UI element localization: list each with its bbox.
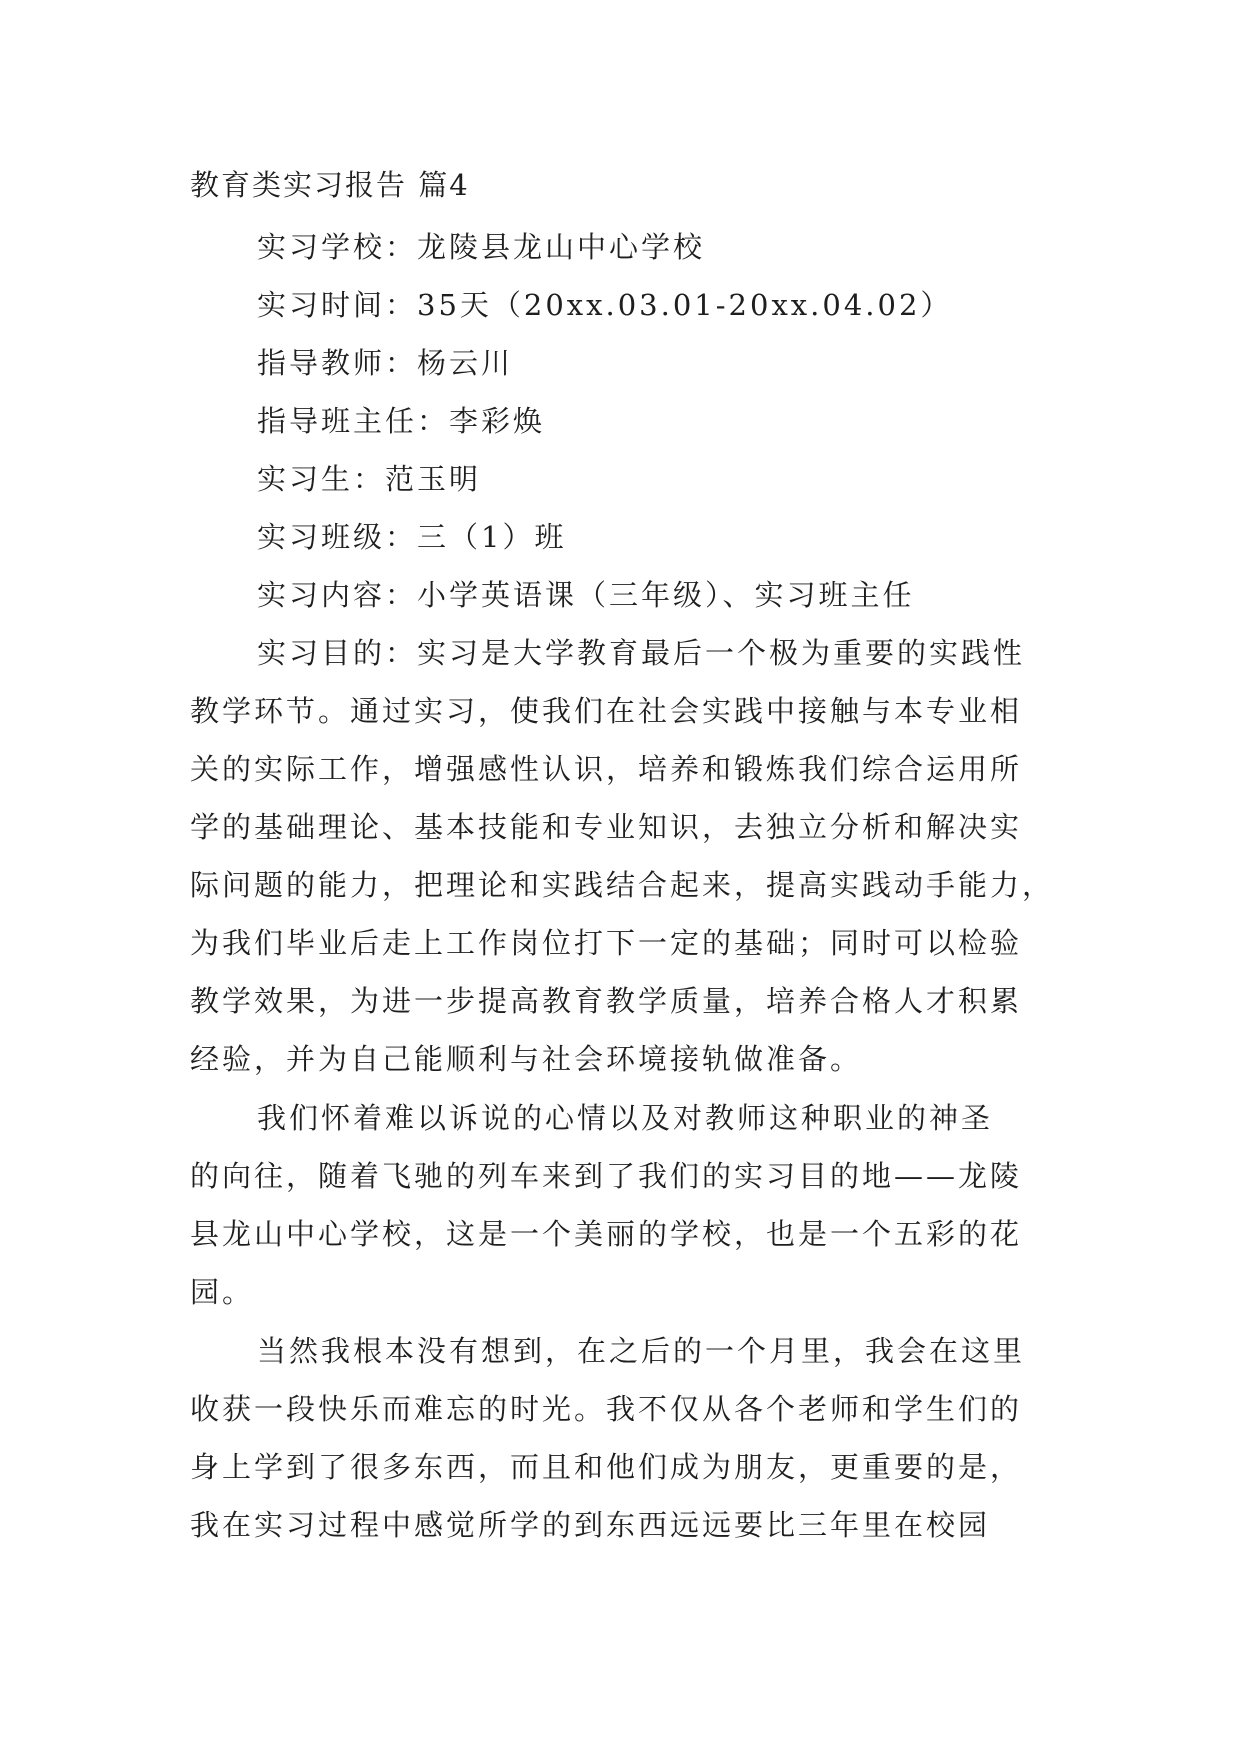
document-body xyxy=(190,218,1060,1554)
paragraph-line: 我们怀着难以诉说的心情以及对教师这种职业的神圣 xyxy=(257,1101,994,1135)
paragraph-line: 的向往，随着飞驰的列车来到了我们的实习目的地——龙陵 xyxy=(190,1159,1023,1193)
paragraph-line: 实习目的：实习是大学教育最后一个极为重要的实践性 xyxy=(257,636,1026,670)
info-class: 实习班级：三（1）班 xyxy=(257,520,567,554)
document-title: 教育类实习报告 篇4 xyxy=(190,168,470,202)
paragraph-line: 收获一段快乐而难忘的时光。我不仅从各个老师和学生们的 xyxy=(190,1392,1023,1426)
paragraph-line: 教学环节。通过实习，使我们在社会实践中接触与本专业相 xyxy=(190,694,1023,728)
paragraph-line: 当然我根本没有想到，在之后的一个月里，我会在这里 xyxy=(257,1334,1026,1368)
paragraph-line: 际问题的能力，把理论和实践结合起来，提高实践动手能力， xyxy=(190,868,1055,902)
info-instructor: 指导教师：杨云川 xyxy=(257,346,514,380)
info-school: 实习学校：龙陵县龙山中心学校 xyxy=(257,230,706,264)
paragraph-line: 教学效果，为进一步提高教育教学质量，培养合格人才积累 xyxy=(190,984,1023,1018)
paragraph-line: 学的基础理论、基本技能和专业知识，去独立分析和解决实 xyxy=(190,810,1023,844)
paragraph-line: 园。 xyxy=(190,1275,255,1309)
info-period: 实习时间：35天（20xx.03.01-20xx.04.02） xyxy=(257,288,953,322)
paragraph-line: 经验，并为自己能顺利与社会环境接轨做准备。 xyxy=(190,1042,863,1076)
paragraph-line: 关的实际工作，增强感性认识，培养和锻炼我们综合运用所 xyxy=(190,752,1023,786)
info-head-teacher: 指导班主任：李彩焕 xyxy=(257,404,546,438)
paragraph-line: 为我们毕业后走上工作岗位打下一定的基础；同时可以检验 xyxy=(190,926,1023,960)
info-intern: 实习生：范玉明 xyxy=(257,462,482,496)
paragraph-line: 身上学到了很多东西，而且和他们成为朋友，更重要的是， xyxy=(190,1450,1023,1484)
info-content: 实习内容：小学英语课（三年级）、实习班主任 xyxy=(257,578,915,612)
paragraph-line: 我在实习过程中感觉所学的到东西远远要比三年里在校园 xyxy=(190,1508,991,1542)
paragraph-line: 县龙山中心学校，这是一个美丽的学校，也是一个五彩的花 xyxy=(190,1217,1023,1251)
